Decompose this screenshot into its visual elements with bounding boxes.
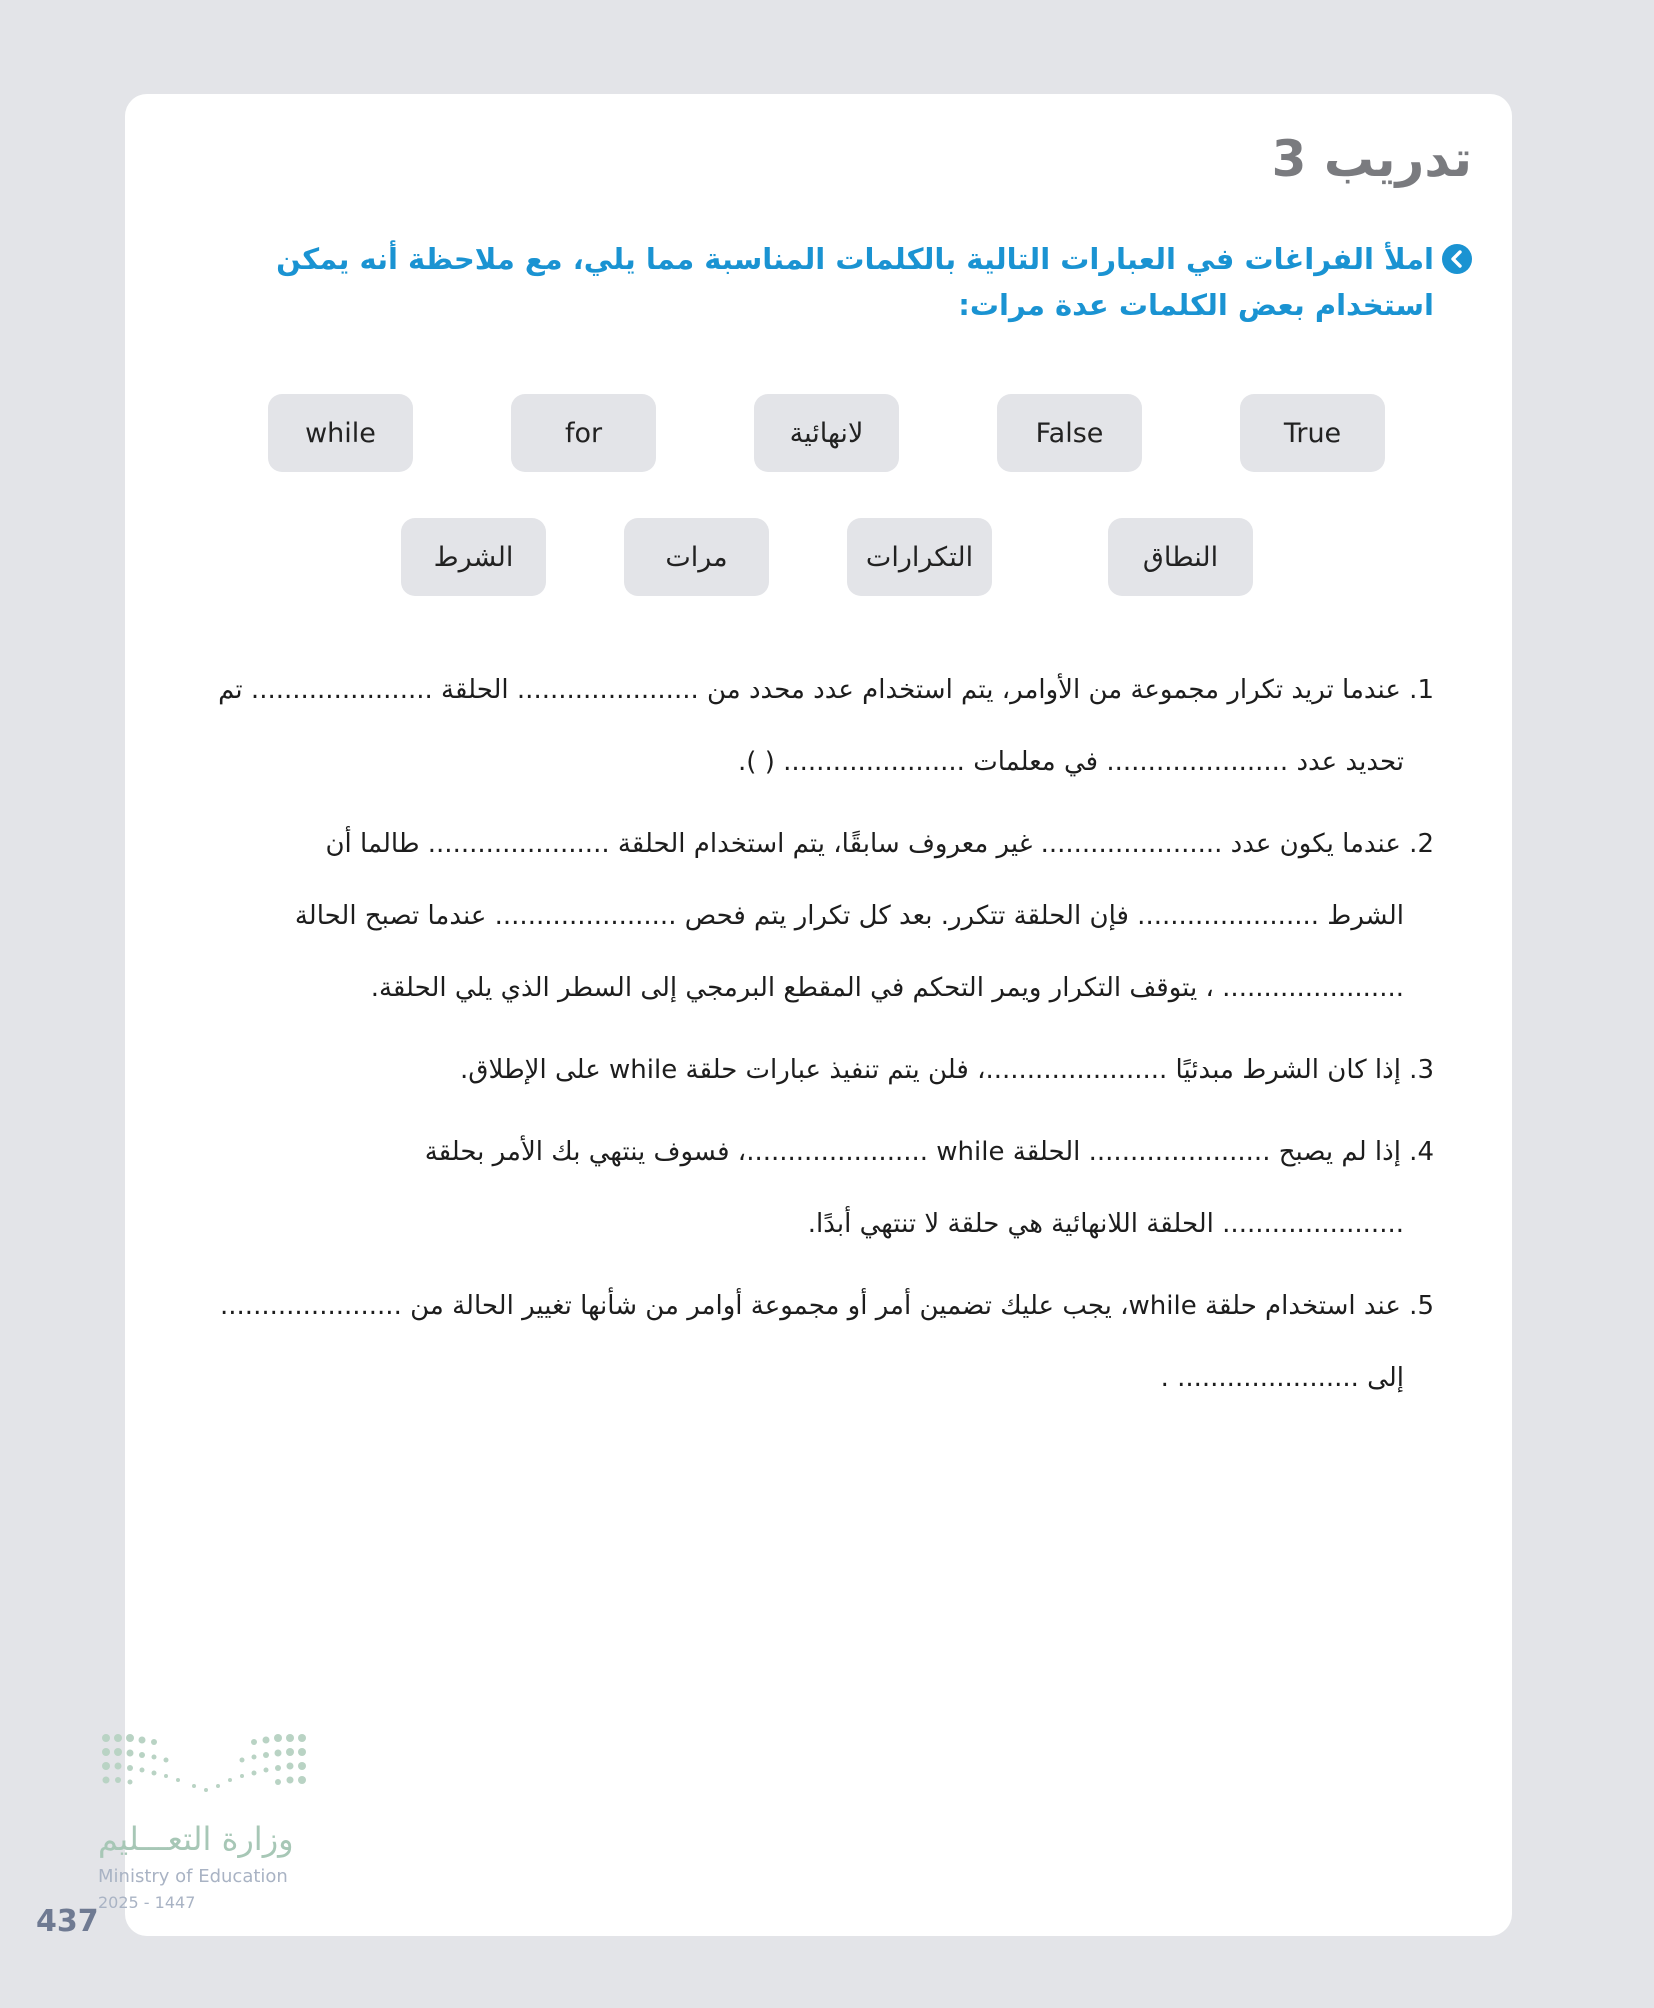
word-chip-true: True [1240,394,1385,472]
exercise-item-3 [234,1034,1434,1106]
exercise-item-1 [218,654,1434,798]
chevron-left-circle-icon [1442,244,1472,274]
ministry-logo-icon [98,1728,318,1808]
word-chip-for: for [511,394,656,472]
word-chip-infinite: لانهائية [754,394,899,472]
word-chip-false: False [997,394,1142,472]
ministry-name-english: Ministry of Education [98,1866,288,1887]
exercise-line: تحديد عدد ...................... في معلمات ...................... ( ). [738,747,1404,777]
word-chip-range: النطاق [1108,518,1253,596]
page-card [125,94,1512,1936]
page-title: تدريب 3 [1271,130,1472,188]
word-chip-iterations: التكرارات [847,518,992,596]
exercise-line: 4. إذا لم يصبح ...................... الحلقة while ......................، فسوف ينتهي بك الأمر بحلقة [424,1137,1434,1167]
exercise-line: 5. عند استخدام حلقة while، يجب عليك تضمين أمر أو مجموعة أوامر من شأنها تغيير الحالة من ...................... [220,1291,1434,1321]
exercise-item-4 [234,1116,1434,1260]
ministry-name-arabic: وزارة التعـــليم [98,1820,294,1858]
exercise-list [218,654,1434,1424]
page-number: 437 [36,1904,99,1939]
exercise-line: ...................... ، يتوقف التكرار ويمر التحكم في المقطع البرمجي إلى السطر الذي يلي الحلقة. [370,973,1404,1003]
exercise-line: ...................... الحلقة اللانهائية هي حلقة لا تنتهي أبدًا. [807,1209,1404,1239]
exercise-line: 2. عندما يكون عدد ...................... غير معروف سابقًا، يتم استخدام الحلقة ...................... طالما أن [325,829,1434,859]
word-chip-while: while [268,394,413,472]
exercise-line: 3. إذا كان الشرط مبدئيًا ......................، فلن يتم تنفيذ عبارات حلقة while على الإطلاق. [460,1055,1434,1085]
ministry-year: 2025 - 1447 [98,1893,196,1912]
exercise-line: الشرط ...................... فإن الحلقة تتكرر. بعد كل تكرار يتم فحص ...................... عندما تصبح الحالة [294,901,1404,931]
word-chip-condition: الشرط [401,518,546,596]
exercise-line: 1. عندما تريد تكرار مجموعة من الأوامر، يتم استخدام عدد محدد من ...................... الحلقة ...................... تم [218,675,1434,705]
word-chip-times: مرات [624,518,769,596]
instruction-text: املأ الفراغات في العبارات التالية بالكلمات المناسبة مما يلي، مع ملاحظة أنه يمكن استخدام بعض الكلمات عدة مرات: [276,242,1434,323]
exercise-line: إلى ...................... . [1160,1363,1404,1393]
exercise-item-2 [234,808,1434,1024]
exercise-item-5 [220,1270,1434,1414]
